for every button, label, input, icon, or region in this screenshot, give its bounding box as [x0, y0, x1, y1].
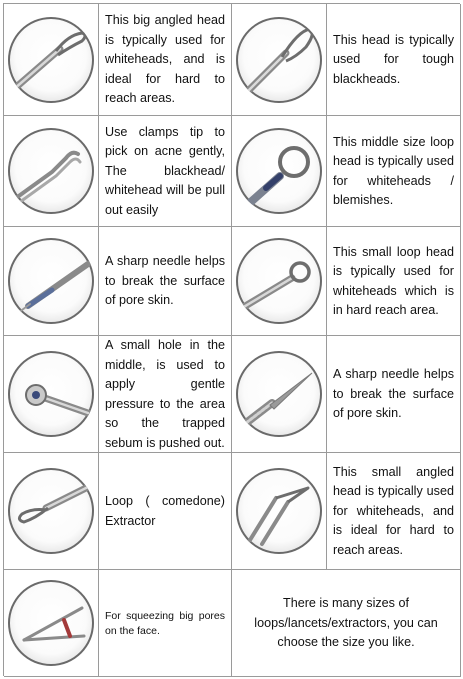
description-text: This middle size loop head is typically used for whiteheads / blemishes.: [333, 134, 454, 207]
description-text: This big angled head is typically used for whiteheads, and is ideal for hard to reach areas.: [105, 13, 225, 106]
image-cell: [232, 227, 327, 336]
image-cell: [4, 116, 99, 227]
small-angled-head-icon: [236, 468, 322, 554]
hole-extractor-icon: [8, 351, 94, 437]
image-cell: [4, 4, 99, 116]
middle-loop-head-icon: [236, 128, 322, 214]
sizes-note-text: There is many sizes of loops/lancets/extractors, you can choose the size you like.: [254, 596, 438, 650]
description-cell: [327, 227, 461, 336]
description-cell: [327, 4, 461, 116]
image-cell: [4, 227, 99, 336]
description-text: This head is typically used for tough blackheads.: [333, 32, 454, 86]
sharp-needle-icon: [8, 238, 94, 324]
description-text: A sharp needle helps to break the surface of pore skin.: [333, 367, 454, 421]
tapered-needle-icon: [236, 351, 322, 437]
description-cell: [327, 453, 461, 570]
image-cell: [232, 336, 327, 453]
image-cell: [4, 453, 99, 570]
description-cell: [327, 116, 461, 227]
description-cell: [99, 336, 232, 453]
description-cell: [99, 453, 232, 570]
description-cell: [99, 4, 232, 116]
description-text: A small hole in the middle, is used to apply gentle pressure to the area so the trapped sebum is pushed out.: [105, 338, 225, 450]
image-cell: [4, 336, 99, 453]
description-text: This small loop head is typically used for whiteheads which is in hard reach area.: [333, 244, 454, 317]
image-cell: [4, 570, 99, 677]
description-cell: [99, 570, 232, 677]
small-loop-head-icon: [236, 238, 322, 324]
description-cell: [327, 336, 461, 453]
note-cell: [232, 570, 461, 677]
description-text: Loop ( comedone) Extractor: [105, 494, 225, 528]
extractor-guide-table: [3, 3, 460, 676]
description-text: Use clamps tip to pick on acne gently, The blackhead/ whitehead will be pull out easily: [105, 124, 225, 217]
image-cell: [232, 453, 327, 570]
loop-comedone-extractor-icon: [8, 468, 94, 554]
description-cell: [99, 116, 232, 227]
angled-loop-head-icon: [8, 17, 94, 103]
description-text: For squeezing big pores on the face.: [105, 609, 225, 637]
description-text: This small angled head is typically used for whiteheads, and is ideal for hard to reach areas.: [333, 464, 454, 557]
hook-clamp-tip-icon: [8, 128, 94, 214]
image-cell: [232, 4, 327, 116]
loop-head-icon: [236, 17, 322, 103]
tweezer-icon: [8, 580, 94, 666]
description-text: A sharp needle helps to break the surface of pore skin.: [105, 254, 225, 308]
image-cell: [232, 116, 327, 227]
description-cell: [99, 227, 232, 336]
